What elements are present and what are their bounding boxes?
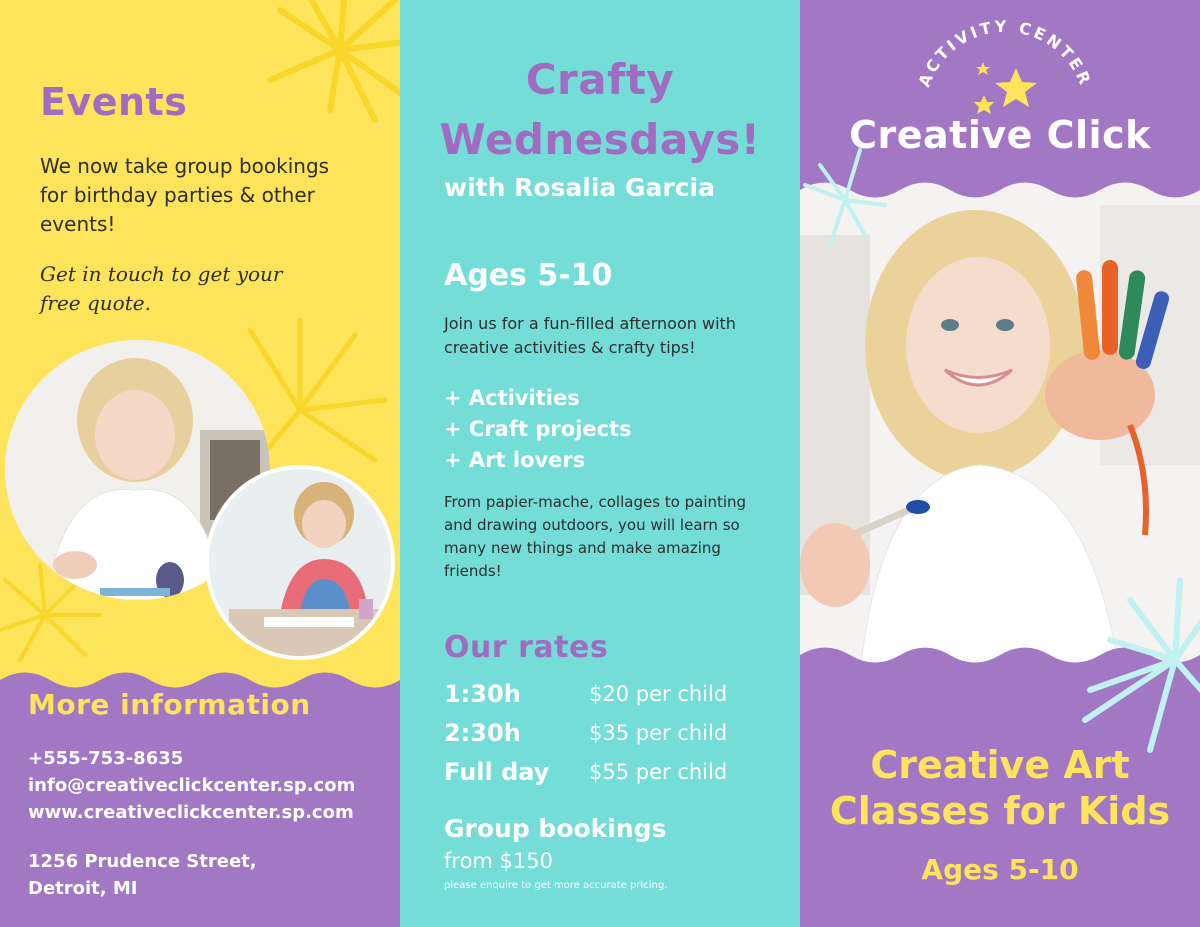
rate-row [444,680,784,718]
cover-ages: Ages 5-10 [921,853,1079,886]
email-address[interactable]: info@creativeclickcenter.sp.com [28,775,356,796]
rate-price: $35 per child [589,721,728,745]
activity-list [444,383,632,476]
rate-duration: 1:30h [444,680,521,708]
rate-price: $55 per child [589,760,728,784]
brand-name: Creative Click [849,113,1151,157]
events-title: Events [40,80,188,124]
activity-item: + Craft projects [444,417,632,441]
phone-number[interactable]: +555-753-8635 [28,748,184,769]
rates-title: Our rates [444,630,609,665]
girl-drawing-photo [205,465,395,660]
rate-row [444,719,784,757]
group-bookings-price: from $150 [444,849,553,873]
address-line-1: 1256 Prudence Street, [28,851,257,872]
rate-row [444,758,784,796]
rate-price: $20 per child [589,682,728,706]
crafty-intro: Join us for a fun-filled afternoon with creative activities & crafty tips! [444,314,736,357]
more-info-title: More information [28,688,311,721]
activity-item: + Art lovers [444,448,586,472]
contact-block [28,745,355,902]
website-url[interactable]: www.creativeclickcenter.sp.com [28,802,354,823]
crafty-ages: Ages 5-10 [444,258,613,293]
group-bookings-title: Group bookings [444,814,667,843]
cover-headline-line-1: Creative Art [870,743,1130,787]
crafty-title-line-2: Wednesdays! [439,115,761,164]
events-panel [0,0,400,927]
logo-arc-text: ACTIVITY CENTER [914,16,1096,90]
cover-headline [800,742,1200,834]
rate-duration: Full day [444,758,550,786]
crafty-wednesdays-panel [400,0,800,927]
crafty-title [400,50,800,170]
address-line-2: Detroit, MI [28,878,138,899]
events-cta: Get in touch to get your free quote. [40,262,283,315]
activity-item: + Activities [444,386,580,410]
crafty-title-line-1: Crafty [525,55,675,104]
group-bookings-note: please enquire to get more accurate pricing. [444,880,668,891]
cover-panel [800,0,1200,927]
cover-headline-line-2: Classes for Kids [829,789,1171,833]
crafty-description: From papier-mache, collages to painting and drawing outdoors, you will learn so many new things and make amazing friends! [444,493,747,580]
crafty-subtitle: with Rosalia Garcia [444,173,715,202]
events-body: We now take group bookings for birthday parties & other events! [40,154,330,236]
rate-duration: 2:30h [444,719,521,747]
